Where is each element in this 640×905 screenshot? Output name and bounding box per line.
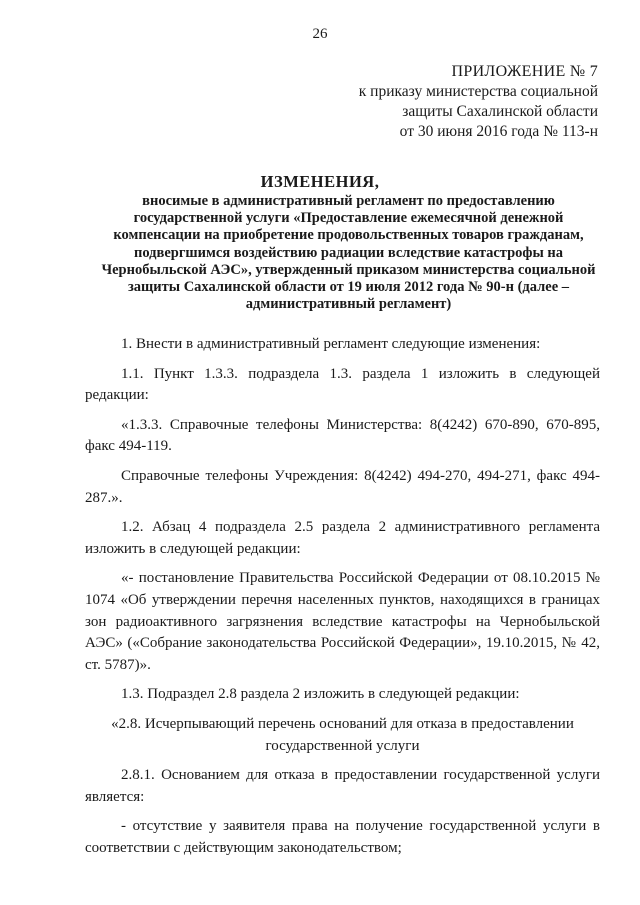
paragraph: 2.8.1. Основанием для отказа в предоставлении государственной услуги является:	[85, 767, 600, 805]
paragraph: 1.1. Пункт 1.3.3. подраздела 1.3. раздела 1 изложить в следующей редакции:	[85, 365, 600, 404]
document-body	[85, 334, 600, 859]
paragraph: «1.3.3. Справочные телефоны Министерства: 8(4242) 670-890, 670-895, факс 494-119.	[85, 416, 600, 455]
paragraph: «2.8. Исчерпывающий перечень оснований для отказа в предоставлении государственной услуги	[111, 715, 574, 754]
appendix-line: к приказу министерства социальной	[358, 83, 598, 100]
paragraph: Справочные телефоны Учреждения: 8(4242) 494-270, 494-271, факс 494-287.».	[85, 467, 600, 506]
appendix-line: защиты Сахалинской области	[402, 103, 598, 120]
paragraph: 1. Внести в административный регламент следующие изменения:	[121, 336, 541, 352]
appendix-line: от 30 июня 2016 года № 113-н	[399, 123, 598, 140]
appendix-heading: ПРИЛОЖЕНИЕ № 7	[451, 63, 598, 80]
paragraph: 1.3. Подраздел 2.8 раздела 2 изложить в следующей редакции:	[121, 686, 520, 703]
paragraph: 1.2. Абзац 4 подраздела 2.5 раздела 2 административного регламента изложить в следующей редакции:	[85, 519, 600, 557]
paragraph: «- постановление Правительства Российской Федерации от 08.10.2015 № 1074 «Об утверждении перечня населенных пунктов, находящихся в границах зон радиоактивного загрязнения вследствие катастрофы на Чернобыльской АЭС» («Собрание законодательства Российской Федерации», 19.10.2015, № 42, ст. 5787)».	[85, 570, 600, 673]
appendix-block	[328, 62, 598, 142]
paragraph: - отсутствие у заявителя права на получение государственной услуги в соответствии с действующим законодательством;	[85, 818, 600, 856]
document-title: ИЗМЕНЕНИЯ,	[260, 172, 380, 191]
page-number: 26	[312, 26, 328, 42]
document-subtitle: вносимые в административный регламент по предоставлению государственной услуги «Предоставление ежемесячной денежной компенсации на приобретение продовольственных товаров гражданам, подвергшимся воздействию радиации вследствие катастрофы на Чернобыльской АЭС», утвержденный приказом министерства социальной защиты Сахалинской области от 19 июля 2012 года № 90-н (далее – административный регламент)	[101, 193, 596, 313]
